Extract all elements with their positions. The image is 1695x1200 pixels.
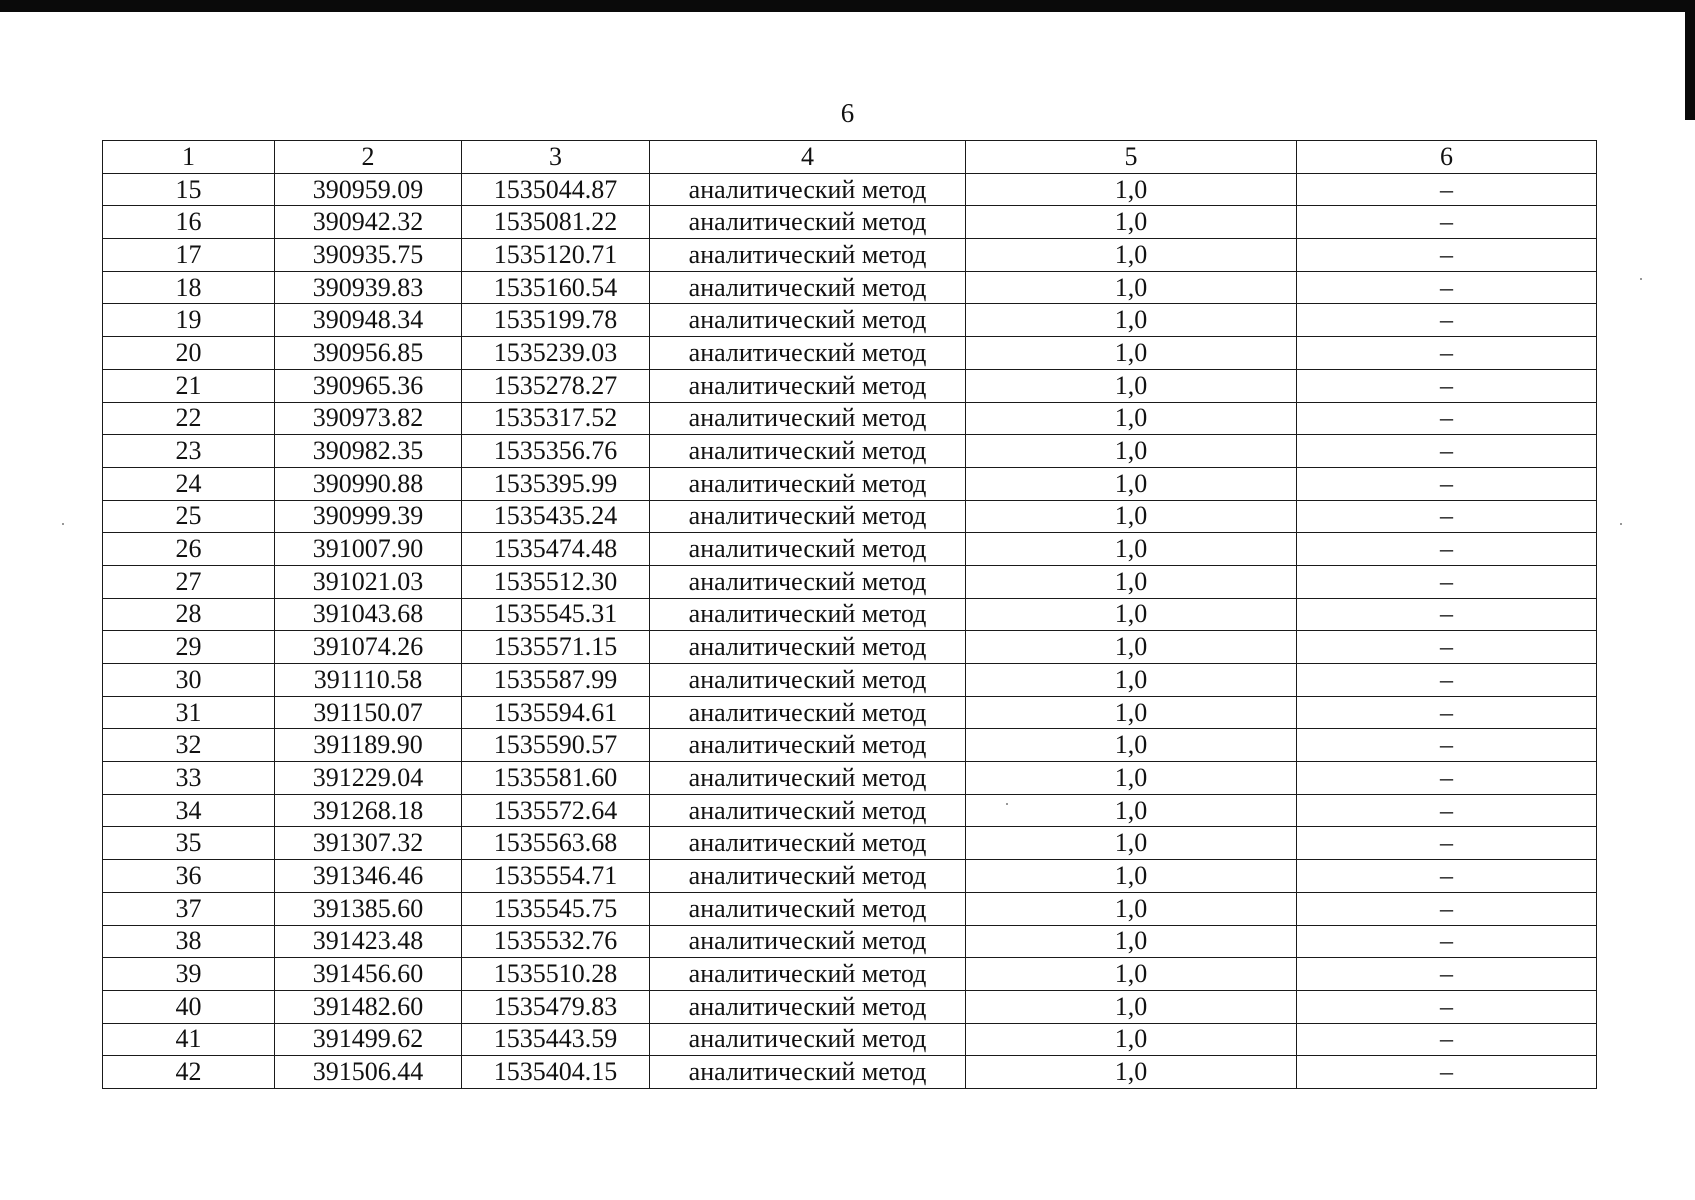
table-row (103, 337, 1597, 370)
cell-method: аналитический метод (650, 435, 966, 468)
cell-coord-y: 1535532.76 (462, 925, 650, 958)
cell-note: – (1297, 729, 1597, 762)
cell-coord-x: 391499.62 (275, 1023, 462, 1056)
cell-coord-x: 390982.35 (275, 435, 462, 468)
table-row (103, 631, 1597, 664)
cell-note: – (1297, 1023, 1597, 1056)
cell-point-number: 27 (103, 565, 275, 598)
table-row (103, 860, 1597, 893)
cell-note: – (1297, 239, 1597, 272)
cell-method: аналитический метод (650, 1023, 966, 1056)
cell-method: аналитический метод (650, 533, 966, 566)
cell-coord-y: 1535199.78 (462, 304, 650, 337)
scan-speck (1620, 523, 1622, 525)
cell-coord-y: 1535554.71 (462, 860, 650, 893)
cell-coord-y: 1535443.59 (462, 1023, 650, 1056)
cell-note: – (1297, 892, 1597, 925)
cell-note: – (1297, 271, 1597, 304)
cell-coord-x: 390973.82 (275, 402, 462, 435)
cell-accuracy: 1,0 (966, 762, 1297, 795)
cell-accuracy: 1,0 (966, 271, 1297, 304)
cell-point-number: 25 (103, 500, 275, 533)
cell-coord-y: 1535590.57 (462, 729, 650, 762)
cell-point-number: 31 (103, 696, 275, 729)
cell-coord-x: 391110.58 (275, 664, 462, 697)
cell-point-number: 32 (103, 729, 275, 762)
table-row (103, 271, 1597, 304)
table-row (103, 664, 1597, 697)
cell-coord-y: 1535395.99 (462, 467, 650, 500)
cell-point-number: 22 (103, 402, 275, 435)
cell-accuracy: 1,0 (966, 402, 1297, 435)
cell-note: – (1297, 696, 1597, 729)
cell-coord-x: 390999.39 (275, 500, 462, 533)
cell-note: – (1297, 827, 1597, 860)
cell-coord-x: 391385.60 (275, 892, 462, 925)
cell-coord-x: 391307.32 (275, 827, 462, 860)
cell-coord-y: 1535479.83 (462, 990, 650, 1023)
cell-point-number: 26 (103, 533, 275, 566)
cell-coord-y: 1535545.31 (462, 598, 650, 631)
cell-accuracy: 1,0 (966, 206, 1297, 239)
cell-accuracy: 1,0 (966, 1023, 1297, 1056)
cell-coord-y: 1535160.54 (462, 271, 650, 304)
cell-accuracy: 1,0 (966, 631, 1297, 664)
cell-point-number: 33 (103, 762, 275, 795)
cell-accuracy: 1,0 (966, 990, 1297, 1023)
cell-note: – (1297, 860, 1597, 893)
cell-accuracy: 1,0 (966, 958, 1297, 991)
cell-note: – (1297, 664, 1597, 697)
cell-accuracy: 1,0 (966, 435, 1297, 468)
cell-point-number: 37 (103, 892, 275, 925)
cell-coord-y: 1535404.15 (462, 1056, 650, 1089)
cell-method: аналитический метод (650, 369, 966, 402)
table-row (103, 1023, 1597, 1056)
cell-coord-x: 391189.90 (275, 729, 462, 762)
table-row (103, 435, 1597, 468)
cell-coord-y: 1535572.64 (462, 794, 650, 827)
cell-method: аналитический метод (650, 664, 966, 697)
cell-point-number: 34 (103, 794, 275, 827)
cell-point-number: 28 (103, 598, 275, 631)
cell-accuracy: 1,0 (966, 598, 1297, 631)
scan-speck (62, 523, 64, 525)
cell-coord-x: 391346.46 (275, 860, 462, 893)
table-row (103, 729, 1597, 762)
cell-coord-x: 390939.83 (275, 271, 462, 304)
cell-method: аналитический метод (650, 304, 966, 337)
cell-coord-x: 391229.04 (275, 762, 462, 795)
header-cell-col-5: 5 (966, 141, 1297, 174)
cell-coord-x: 391506.44 (275, 1056, 462, 1089)
cell-coord-y: 1535571.15 (462, 631, 650, 664)
cell-method: аналитический метод (650, 565, 966, 598)
table-row (103, 533, 1597, 566)
cell-coord-x: 391456.60 (275, 958, 462, 991)
cell-coord-y: 1535081.22 (462, 206, 650, 239)
cell-coord-y: 1535587.99 (462, 664, 650, 697)
cell-coord-y: 1535317.52 (462, 402, 650, 435)
table-row (103, 500, 1597, 533)
cell-point-number: 40 (103, 990, 275, 1023)
cell-method: аналитический метод (650, 173, 966, 206)
cell-accuracy: 1,0 (966, 696, 1297, 729)
cell-note: – (1297, 173, 1597, 206)
cell-note: – (1297, 402, 1597, 435)
cell-coord-x: 390956.85 (275, 337, 462, 370)
table-row (103, 827, 1597, 860)
cell-coord-x: 391268.18 (275, 794, 462, 827)
cell-method: аналитический метод (650, 337, 966, 370)
cell-accuracy: 1,0 (966, 239, 1297, 272)
cell-coord-x: 390948.34 (275, 304, 462, 337)
cell-note: – (1297, 958, 1597, 991)
header-cell-col-1: 1 (103, 141, 275, 174)
cell-point-number: 38 (103, 925, 275, 958)
cell-accuracy: 1,0 (966, 860, 1297, 893)
cell-method: аналитический метод (650, 925, 966, 958)
cell-coord-y: 1535594.61 (462, 696, 650, 729)
cell-method: аналитический метод (650, 402, 966, 435)
cell-accuracy: 1,0 (966, 892, 1297, 925)
cell-accuracy: 1,0 (966, 925, 1297, 958)
cell-note: – (1297, 1056, 1597, 1089)
table-row (103, 173, 1597, 206)
cell-note: – (1297, 565, 1597, 598)
header-cell-col-2: 2 (275, 141, 462, 174)
cell-method: аналитический метод (650, 892, 966, 925)
header-row (103, 141, 1597, 174)
cell-coord-y: 1535356.76 (462, 435, 650, 468)
table-row (103, 565, 1597, 598)
cell-accuracy: 1,0 (966, 664, 1297, 697)
cell-note: – (1297, 304, 1597, 337)
cell-point-number: 23 (103, 435, 275, 468)
table-row (103, 304, 1597, 337)
table-row (103, 958, 1597, 991)
cell-coord-y: 1535120.71 (462, 239, 650, 272)
cell-note: – (1297, 369, 1597, 402)
cell-method: аналитический метод (650, 990, 966, 1023)
cell-point-number: 39 (103, 958, 275, 991)
cell-point-number: 30 (103, 664, 275, 697)
cell-accuracy: 1,0 (966, 173, 1297, 206)
cell-point-number: 18 (103, 271, 275, 304)
table-row (103, 402, 1597, 435)
scan-speck (1006, 803, 1008, 805)
cell-point-number: 24 (103, 467, 275, 500)
table-header (103, 141, 1597, 174)
table-row (103, 206, 1597, 239)
cell-coord-x: 390959.09 (275, 173, 462, 206)
cell-coord-y: 1535474.48 (462, 533, 650, 566)
cell-accuracy: 1,0 (966, 565, 1297, 598)
cell-note: – (1297, 533, 1597, 566)
cell-point-number: 29 (103, 631, 275, 664)
cell-note: – (1297, 500, 1597, 533)
cell-method: аналитический метод (650, 467, 966, 500)
cell-coord-x: 391007.90 (275, 533, 462, 566)
cell-accuracy: 1,0 (966, 794, 1297, 827)
cell-note: – (1297, 925, 1597, 958)
cell-point-number: 35 (103, 827, 275, 860)
cell-coord-x: 390990.88 (275, 467, 462, 500)
header-cell-col-6: 6 (1297, 141, 1597, 174)
cell-point-number: 20 (103, 337, 275, 370)
table-row (103, 892, 1597, 925)
cell-coord-y: 1535581.60 (462, 762, 650, 795)
cell-point-number: 41 (103, 1023, 275, 1056)
cell-coord-x: 390935.75 (275, 239, 462, 272)
cell-coord-y: 1535278.27 (462, 369, 650, 402)
cell-method: аналитический метод (650, 239, 966, 272)
coordinates-table (102, 140, 1597, 1089)
cell-coord-x: 391150.07 (275, 696, 462, 729)
cell-accuracy: 1,0 (966, 827, 1297, 860)
table-row (103, 696, 1597, 729)
cell-note: – (1297, 990, 1597, 1023)
cell-accuracy: 1,0 (966, 500, 1297, 533)
cell-accuracy: 1,0 (966, 369, 1297, 402)
cell-method: аналитический метод (650, 206, 966, 239)
cell-accuracy: 1,0 (966, 337, 1297, 370)
scan-speck (1640, 278, 1642, 280)
header-cell-col-4: 4 (650, 141, 966, 174)
cell-coord-x: 391043.68 (275, 598, 462, 631)
cell-method: аналитический метод (650, 598, 966, 631)
cell-coord-y: 1535044.87 (462, 173, 650, 206)
cell-coord-x: 391021.03 (275, 565, 462, 598)
cell-point-number: 15 (103, 173, 275, 206)
table-row (103, 598, 1597, 631)
table-row (103, 369, 1597, 402)
cell-method: аналитический метод (650, 696, 966, 729)
cell-note: – (1297, 206, 1597, 239)
cell-coord-y: 1535510.28 (462, 958, 650, 991)
table-row (103, 925, 1597, 958)
scan-top-border (0, 0, 1695, 12)
cell-method: аналитический метод (650, 1056, 966, 1089)
table-row (103, 239, 1597, 272)
table-row (103, 762, 1597, 795)
cell-note: – (1297, 467, 1597, 500)
cell-method: аналитический метод (650, 794, 966, 827)
cell-method: аналитический метод (650, 860, 966, 893)
cell-point-number: 36 (103, 860, 275, 893)
cell-method: аналитический метод (650, 762, 966, 795)
cell-note: – (1297, 631, 1597, 664)
cell-coord-x: 390942.32 (275, 206, 462, 239)
cell-accuracy: 1,0 (966, 533, 1297, 566)
table-row (103, 794, 1597, 827)
cell-method: аналитический метод (650, 500, 966, 533)
cell-accuracy: 1,0 (966, 1056, 1297, 1089)
cell-coord-x: 391074.26 (275, 631, 462, 664)
cell-coord-y: 1535239.03 (462, 337, 650, 370)
cell-point-number: 19 (103, 304, 275, 337)
cell-coord-y: 1535435.24 (462, 500, 650, 533)
cell-method: аналитический метод (650, 631, 966, 664)
cell-coord-x: 391482.60 (275, 990, 462, 1023)
table-row (103, 467, 1597, 500)
cell-note: – (1297, 598, 1597, 631)
cell-point-number: 16 (103, 206, 275, 239)
header-cell-col-3: 3 (462, 141, 650, 174)
cell-coord-y: 1535512.30 (462, 565, 650, 598)
cell-method: аналитический метод (650, 271, 966, 304)
cell-accuracy: 1,0 (966, 304, 1297, 337)
cell-coord-y: 1535563.68 (462, 827, 650, 860)
table-row (103, 990, 1597, 1023)
cell-coord-y: 1535545.75 (462, 892, 650, 925)
table-row (103, 1056, 1597, 1089)
cell-method: аналитический метод (650, 729, 966, 762)
cell-accuracy: 1,0 (966, 729, 1297, 762)
cell-coord-x: 390965.36 (275, 369, 462, 402)
cell-accuracy: 1,0 (966, 467, 1297, 500)
cell-note: – (1297, 337, 1597, 370)
cell-note: – (1297, 762, 1597, 795)
cell-method: аналитический метод (650, 958, 966, 991)
page-number: 6 (840, 98, 855, 128)
cell-coord-x: 391423.48 (275, 925, 462, 958)
cell-point-number: 21 (103, 369, 275, 402)
table-body (103, 173, 1597, 1088)
cell-point-number: 17 (103, 239, 275, 272)
cell-note: – (1297, 435, 1597, 468)
cell-note: – (1297, 794, 1597, 827)
cell-point-number: 42 (103, 1056, 275, 1089)
cell-method: аналитический метод (650, 827, 966, 860)
